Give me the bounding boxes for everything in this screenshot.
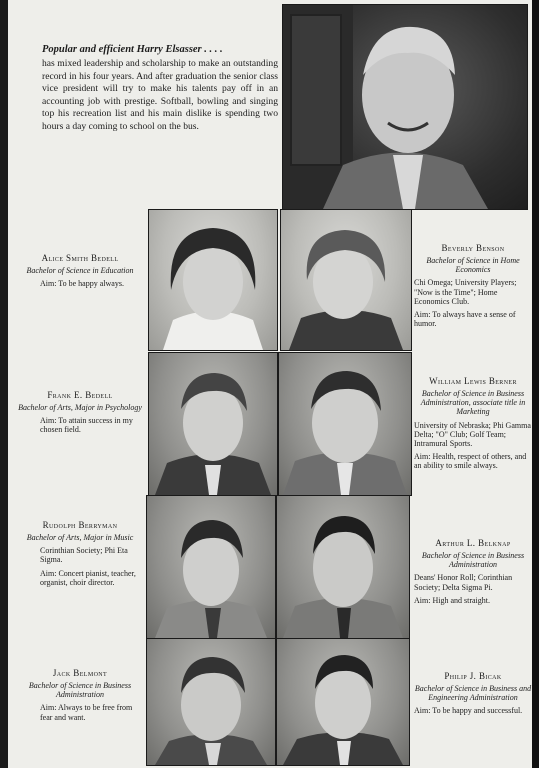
senior-name: Arthur L. Belknap [435,538,511,548]
senior-aim: Aim: To be happy and successful. [414,706,523,716]
senior-caption-william-lewis-berner [414,376,532,471]
senior-name: William Lewis Berner [429,376,517,386]
senior-aim: Aim: Always to be free from fear and want. [40,703,133,722]
portrait-photo-william-lewis-berner [278,352,412,496]
senior-caption-jack-belmont [14,668,146,722]
senior-caption-beverly-benson [414,243,532,328]
page-gutter-left [0,0,8,768]
senior-activities: University of Nebraska; Phi Gamma Delta; "O" Club; Golf Team; Intramural Sports. [414,420,531,449]
portrait-photo-alice-smith-bedell [148,209,278,351]
senior-activities: Deans' Honor Roll; Corinthian Society; Delta Sigma Pi. [414,573,513,592]
senior-name: Frank E. Bedell [47,390,113,400]
senior-name: Philip J. Bicak [444,671,502,681]
senior-degree: Bachelor of Science in Education [26,266,134,275]
senior-degree: Bachelor of Science in Business Administration [28,681,132,700]
featured-title: Popular and efficient Harry Elsasser . . . . [42,44,223,55]
portrait-photo-rudolph-berryman [146,495,276,639]
senior-degree: Bachelor of Science in Business and Engineering Administration [414,684,532,703]
senior-degree: Bachelor of Science in Business Administration [421,551,525,570]
senior-degree: Bachelor of Science in Business Administration, associate title in Marketing [420,389,526,417]
senior-aim: Aim: Concert pianist, teacher, organist, choir director. [40,568,136,587]
page-gutter-right [532,0,539,768]
senior-caption-arthur-l-belknap [414,538,532,605]
senior-degree: Bachelor of Arts, Major in Psychology [18,403,142,412]
senior-name: Alice Smith Bedell [41,253,119,263]
senior-aim: Aim: Health, respect of others, and an ability to smile always. [414,452,527,471]
featured-story [42,44,278,134]
senior-name: Beverly Benson [441,243,505,253]
senior-activities: Chi Omega; University Players; "Now is the Time"; Home Economics Club. [414,278,517,306]
senior-degree: Bachelor of Science in Home Economics [426,256,520,275]
portrait-photo-frank-e-bedell [148,352,278,496]
senior-caption-philip-j-bicak [414,671,532,716]
senior-activities: Corinthian Society; Phi Eta Sigma. [40,546,128,565]
senior-aim: Aim: To always have a sense of humor. [414,310,516,329]
senior-degree: Bachelor of Arts, Major in Music [26,533,134,542]
portrait-photo-arthur-l-belknap [276,495,410,639]
portrait-photo-beverly-benson [280,209,412,351]
featured-portrait-photo [282,4,528,210]
senior-aim: Aim: To attain success in my chosen field. [40,416,133,435]
senior-aim: Aim: To be happy always. [40,279,124,289]
senior-caption-frank-e-bedell [14,390,146,435]
featured-body: has mixed leadership and scholarship to make an outstanding record in his four years. And after graduation the senior class vice president will try to make his talents pay off in an accounting job with prestige. Softball, bowling and singing top his recreation list and his main dislike is spending two hours a day coming to school on the bus. [42,58,278,132]
portrait-photo-philip-j-bicak [276,638,410,766]
senior-name: Rudolph Berryman [42,520,118,530]
senior-caption-rudolph-berryman [14,520,146,587]
senior-caption-alice-smith-bedell [14,253,146,288]
senior-aim: Aim: High and straight. [414,595,490,605]
portrait-photo-jack-belmont [146,638,276,766]
senior-name: Jack Belmont [52,668,108,678]
